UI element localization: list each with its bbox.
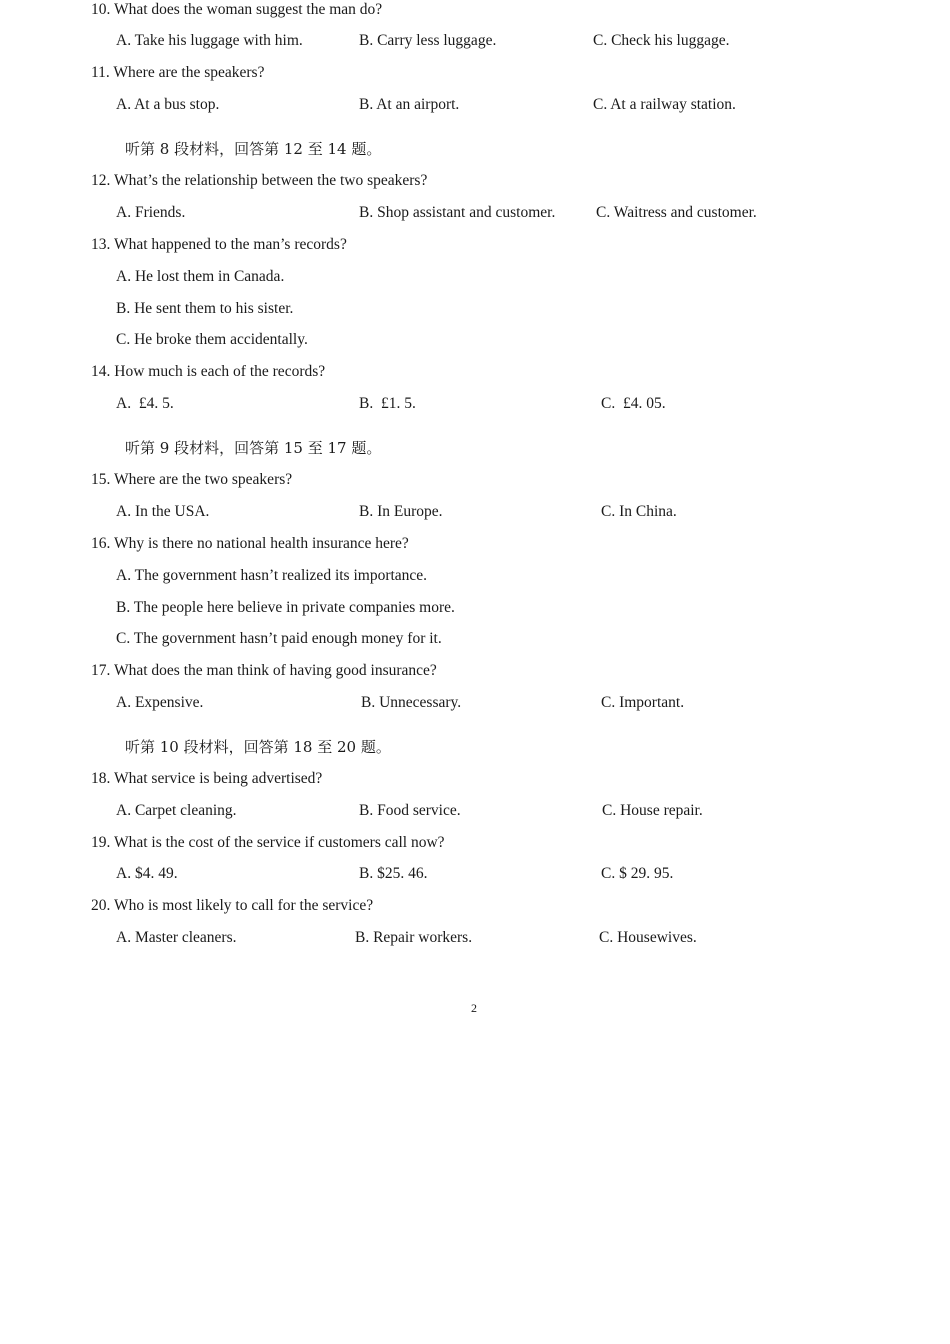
question-stem: 11. Where are the speakers? (91, 64, 265, 81)
page-number: 2 (471, 1001, 477, 1015)
answer-option: C. In China. (601, 503, 677, 520)
answer-option: C. At a railway station. (593, 96, 736, 113)
answer-option: B. In Europe. (359, 503, 443, 520)
answer-option: B. The people here believe in private companies more. (116, 599, 455, 616)
section-header: 听第 9 段材料，回答第 15 至 17 题。 (125, 439, 382, 457)
answer-option: C. The government hasn’t paid enough money for it. (116, 630, 442, 647)
answer-option: A. Expensive. (116, 694, 204, 711)
answer-option: A. Friends. (116, 204, 186, 221)
answer-option: A. Carpet cleaning. (116, 802, 237, 819)
answer-option: B. Repair workers. (355, 929, 473, 946)
answer-option: C. Waitress and customer. (596, 204, 757, 221)
answer-option: C. $ 29. 95. (601, 865, 674, 882)
answer-option: B. Food service. (359, 802, 461, 819)
question-stem: 10. What does the woman suggest the man do? (91, 1, 383, 18)
question-stem: 17. What does the man think of having good insurance? (91, 662, 437, 679)
answer-option: A. Take his luggage with him. (116, 32, 303, 49)
answer-option: A. He lost them in Canada. (116, 268, 285, 285)
answer-option: B. Shop assistant and customer. (359, 204, 556, 221)
answer-option: B. £1. 5. (359, 395, 416, 412)
answer-option: C. £4. 05. (601, 395, 666, 412)
answer-option: A. Master cleaners. (116, 929, 237, 946)
question-stem: 15. Where are the two speakers? (91, 471, 293, 488)
question-stem: 13. What happened to the man’s records? (91, 236, 347, 253)
answer-option: B. He sent them to his sister. (116, 300, 294, 317)
answer-option: C. Check his luggage. (593, 32, 730, 49)
question-stem: 16. Why is there no national health insurance here? (91, 535, 409, 552)
answer-option: C. He broke them accidentally. (116, 331, 308, 348)
section-header: 听第 10 段材料，回答第 18 至 20 题。 (125, 738, 391, 756)
answer-option: A. The government hasn’t realized its importance. (116, 567, 428, 584)
answer-option: C. Housewives. (599, 929, 697, 946)
question-stem: 19. What is the cost of the service if customers call now? (91, 834, 445, 851)
question-stem: 20. Who is most likely to call for the service? (91, 897, 374, 914)
answer-option: B. $25. 46. (359, 865, 428, 882)
answer-option: C. House repair. (602, 802, 703, 819)
question-stem: 12. What’s the relationship between the two speakers? (91, 172, 428, 189)
section-header: 听第 8 段材料，回答第 12 至 14 题。 (125, 140, 382, 158)
question-stem: 14. How much is each of the records? (91, 363, 326, 380)
answer-option: A. In the USA. (116, 503, 210, 520)
answer-option: B. At an airport. (359, 96, 460, 113)
answer-option: C. Important. (601, 694, 685, 711)
question-stem: 18. What service is being advertised? (91, 770, 323, 787)
answer-option: B. Unnecessary. (361, 694, 462, 711)
answer-option: B. Carry less luggage. (359, 32, 497, 49)
answer-option: A. At a bus stop. (116, 96, 220, 113)
answer-option: A. $4. 49. (116, 865, 178, 882)
answer-option: A. £4. 5. (116, 395, 174, 412)
